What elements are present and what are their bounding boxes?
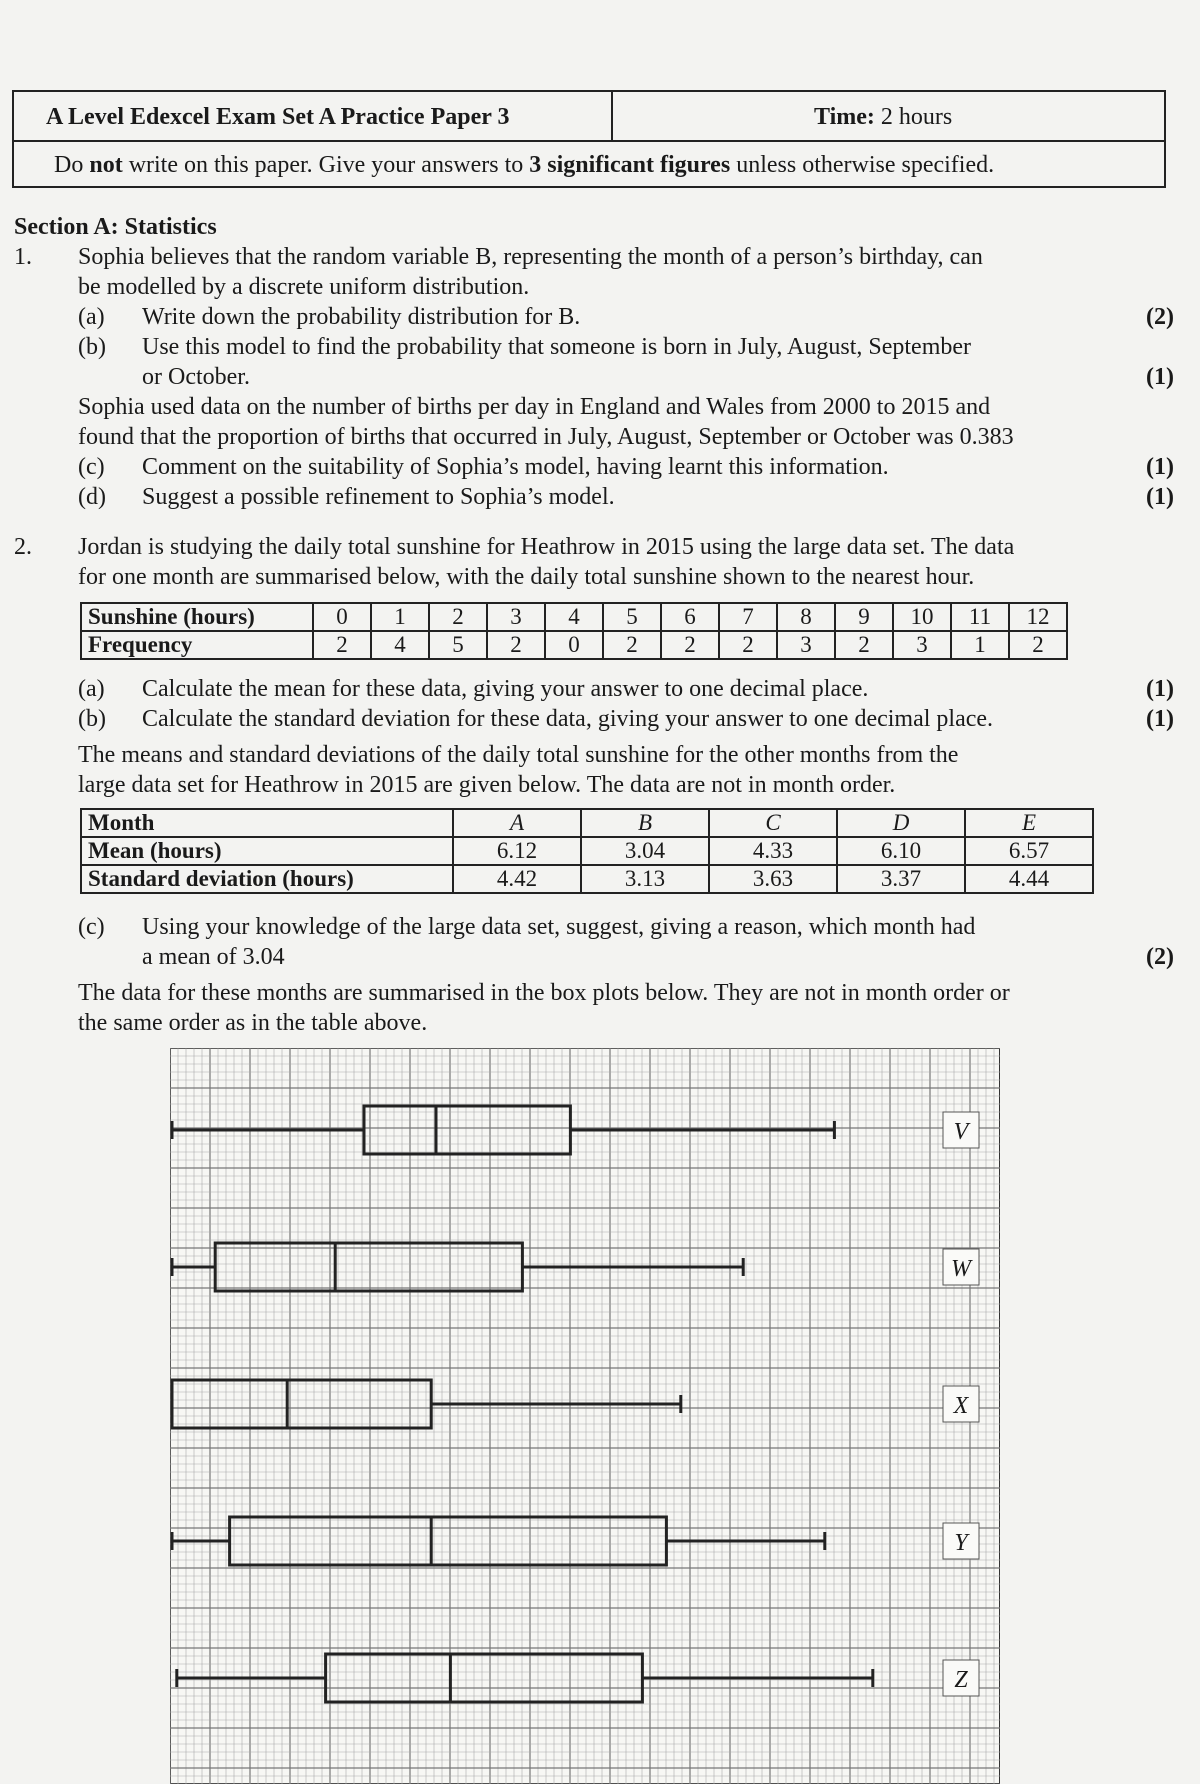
q1a-mark: (2)	[1146, 304, 1174, 330]
hour-cell: 2	[429, 603, 487, 631]
header-divider	[611, 92, 613, 140]
sd-header: Standard deviation (hours)	[81, 865, 453, 893]
table-row	[81, 631, 1067, 659]
q1b-label: (b)	[78, 334, 106, 360]
q1a-label: (a)	[78, 304, 105, 330]
q1-info-line-1: Sophia used data on the number of births per day in England and Wales from 2000 to 2015 and	[78, 394, 991, 420]
q1-stem-line-1: Sophia believes that the random variable B, representing the month of a person’s birthday, can	[78, 244, 983, 270]
mean-cell: 3.04	[581, 837, 709, 865]
instructions	[54, 150, 994, 180]
q2c-text-line-1: Using your knowledge of the large data set, suggest, giving a reason, which month had	[142, 914, 976, 940]
q1c-mark: (1)	[1146, 454, 1174, 480]
q2a-label: (a)	[78, 676, 105, 702]
instr-not: not	[89, 152, 123, 178]
month-header: Month	[81, 809, 453, 837]
q2c-label: (c)	[78, 914, 105, 940]
month-c: C	[765, 810, 781, 835]
q2b-text: Calculate the standard deviation for these data, giving your answer to one decimal place.	[142, 706, 994, 732]
hour-cell: 1	[371, 603, 429, 631]
instr-sig: 3 significant figures	[529, 152, 731, 178]
hour-cell: 0	[313, 603, 371, 631]
sd-cell: 4.44	[965, 865, 1093, 893]
month-b: B	[637, 810, 653, 835]
box-label: X	[953, 1393, 969, 1419]
box-label: Y	[954, 1530, 968, 1556]
sd-cell: 3.37	[837, 865, 965, 893]
q2c-text-line-2: a mean of 3.04	[142, 944, 285, 970]
q2-info-line-1: The means and standard deviations of the daily total sunshine for the other months from the	[78, 742, 959, 768]
month-stats-table	[80, 808, 1094, 894]
sunshine-header: Sunshine (hours)	[81, 603, 313, 631]
sd-cell: 4.42	[453, 865, 581, 893]
month-d: D	[892, 810, 910, 835]
month-cell	[837, 809, 965, 837]
hour-cell: 6	[661, 603, 719, 631]
freq-cell: 1	[951, 631, 1009, 659]
q2c-mark: (2)	[1146, 944, 1174, 970]
freq-cell: 2	[719, 631, 777, 659]
mean-cell: 6.10	[837, 837, 965, 865]
time-value: 2 hours	[880, 104, 953, 130]
freq-cell: 2	[603, 631, 661, 659]
instr-post: unless otherwise specified.	[730, 152, 995, 178]
month-a: A	[509, 810, 525, 835]
table-row	[81, 865, 1093, 893]
instr-mid: write on this paper. Give your answers to	[122, 152, 530, 178]
sd-cell: 3.13	[581, 865, 709, 893]
q2-box-intro-line-1: The data for these months are summarised in the box plots below. They are not in month order or	[78, 980, 1010, 1006]
q2b-mark: (1)	[1146, 706, 1174, 732]
mean-header: Mean (hours)	[81, 837, 453, 865]
frequency-header: Frequency	[81, 631, 313, 659]
freq-cell: 0	[545, 631, 603, 659]
q1d-label: (d)	[78, 484, 106, 510]
q1d-mark: (1)	[1146, 484, 1174, 510]
mean-cell: 4.33	[709, 837, 837, 865]
month-cell	[581, 809, 709, 837]
section-title: Section A: Statistics	[14, 214, 217, 240]
instr-pre: Do	[54, 152, 90, 178]
q2-stem-line-1: Jordan is studying the daily total sunshine for Heathrow in 2015 using the large data set. The data	[78, 534, 1015, 560]
q2-info-line-2: large data set for Heathrow in 2015 are given below. The data are not in month order.	[78, 772, 896, 798]
table-row	[81, 603, 1067, 631]
q1a-text: Write down the probability distribution for B.	[142, 304, 581, 330]
freq-cell: 4	[371, 631, 429, 659]
q1-number: 1.	[14, 244, 32, 270]
time-allowed	[814, 102, 952, 132]
freq-cell: 2	[661, 631, 719, 659]
q2-stem-line-2: for one month are summarised below, with the daily total sunshine shown to the nearest hour.	[78, 564, 975, 590]
hour-cell: 4	[545, 603, 603, 631]
freq-cell: 2	[835, 631, 893, 659]
sd-cell: 3.63	[709, 865, 837, 893]
table-row	[81, 809, 1093, 837]
table-row	[81, 837, 1093, 865]
hour-cell: 10	[893, 603, 951, 631]
sunshine-frequency-table	[80, 602, 1068, 660]
q1c-label: (c)	[78, 454, 105, 480]
q1-stem-line-2: be modelled by a discrete uniform distribution.	[78, 274, 530, 300]
box-plots	[170, 1048, 1000, 1784]
freq-cell: 3	[893, 631, 951, 659]
freq-cell: 2	[487, 631, 545, 659]
q1b-mark: (1)	[1146, 364, 1174, 390]
freq-cell: 2	[313, 631, 371, 659]
q1b-text-line-1: Use this model to find the probability that someone is born in July, August, September	[142, 334, 972, 360]
q2a-text: Calculate the mean for these data, giving your answer to one decimal place.	[142, 676, 869, 702]
month-cell	[709, 809, 837, 837]
q1c-text: Comment on the suitability of Sophia’s model, having learnt this information.	[142, 454, 889, 480]
q1-info-line-2: found that the proportion of births that occurred in July, August, September or October was 0.383	[78, 424, 1014, 450]
header-row-1	[14, 92, 1164, 142]
q1d-text: Suggest a possible refinement to Sophia’s model.	[142, 484, 615, 510]
hour-cell: 5	[603, 603, 661, 631]
box-label: W	[951, 1256, 971, 1282]
exam-header	[12, 90, 1166, 188]
box-plot-svg	[170, 1048, 1000, 1784]
q2-number: 2.	[14, 534, 32, 560]
freq-cell: 5	[429, 631, 487, 659]
hour-cell: 3	[487, 603, 545, 631]
hour-cell: 9	[835, 603, 893, 631]
box-label: Z	[954, 1667, 968, 1693]
mean-cell: 6.57	[965, 837, 1093, 865]
q2b-label: (b)	[78, 706, 106, 732]
month-cell	[453, 809, 581, 837]
time-label: Time:	[814, 104, 875, 130]
hour-cell: 7	[719, 603, 777, 631]
hour-cell: 8	[777, 603, 835, 631]
q2a-mark: (1)	[1146, 676, 1174, 702]
paper-title: A Level Edexcel Exam Set A Practice Paper 3	[46, 104, 510, 130]
q2-box-intro-line-2: the same order as in the table above.	[78, 1010, 428, 1036]
box-label: V	[953, 1119, 969, 1145]
mean-cell: 6.12	[453, 837, 581, 865]
month-cell	[965, 809, 1093, 837]
freq-cell: 2	[1009, 631, 1067, 659]
hour-cell: 12	[1009, 603, 1067, 631]
freq-cell: 3	[777, 631, 835, 659]
q1b-text-line-2: or October.	[142, 364, 250, 390]
month-e: E	[1021, 810, 1037, 835]
hour-cell: 11	[951, 603, 1009, 631]
